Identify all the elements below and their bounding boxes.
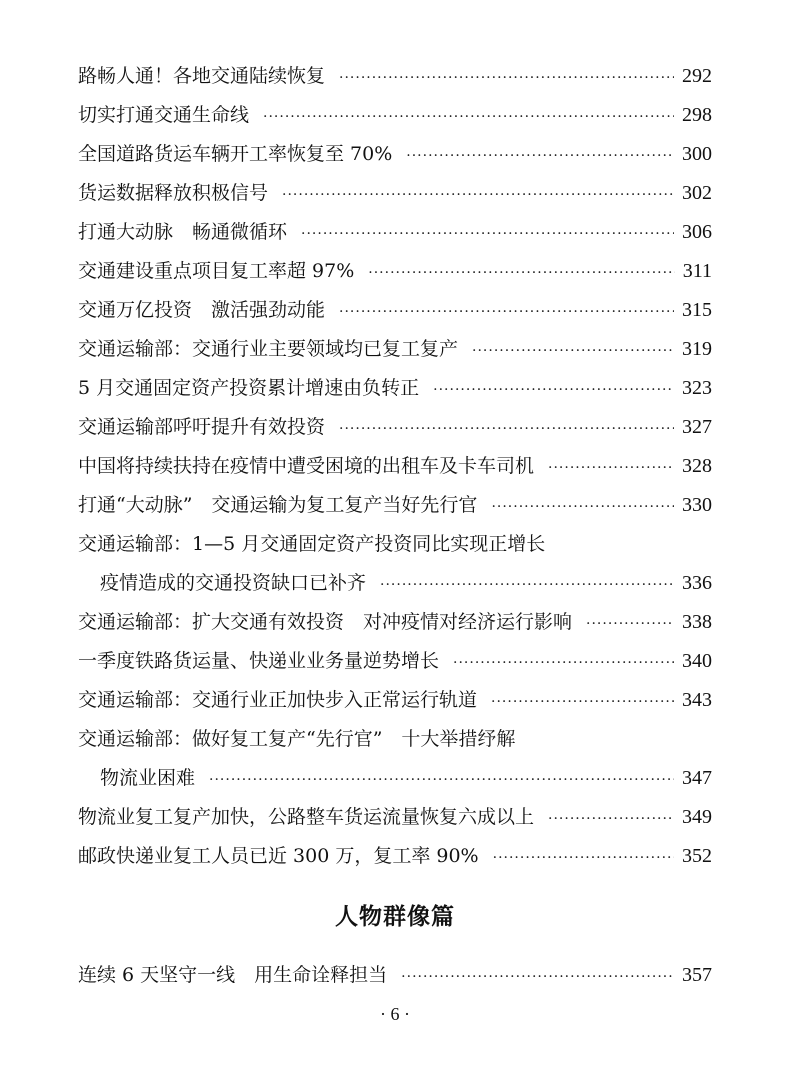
toc-entry-title: 中国将持续扶持在疫情中遭受困境的出租车及卡车司机 [78,455,535,477]
toc-entry-title: 交通运输部：交通行业主要领域均已复工复产 [78,338,459,360]
table-of-contents [78,57,712,995]
toc-entry-page: 349 [682,806,712,828]
toc-entry-title: 全国道路货运车辆开工率恢复至 70% [78,143,393,165]
toc-entry-page: 327 [682,416,712,438]
toc-entry-page: 323 [682,377,712,399]
toc-entry-title: 交通运输部：做好复工复产“先行官” 十大举措纾解 [78,728,516,750]
toc-entry-title: 邮政快递业复工人员已近 300 万，复工率 90% [78,845,479,867]
dot-leader [433,371,674,410]
toc-list [78,956,712,995]
toc-entry-title-continuation: 疫情造成的交通投资缺口已补齐 [100,572,367,594]
page-number: · 6 · [380,1004,410,1024]
toc-entry-continuation [78,759,712,798]
toc-entry [78,135,712,174]
dot-leader [401,958,674,997]
toc-entry-title: 打通大动脉 畅通微循环 [78,221,288,243]
toc-entry-page: 302 [682,182,712,204]
toc-entry-page: 319 [682,338,712,360]
toc-entry-title: 交通运输部：交通行业正加快步入正常运行轨道 [78,689,478,711]
dot-leader [548,800,674,839]
toc-entry-page: 347 [682,767,712,789]
dot-leader [453,644,674,683]
dot-leader [472,332,674,371]
toc-entry-title: 交通运输部呼吁提升有效投资 [78,416,326,438]
dot-leader [493,839,674,878]
dot-leader [339,293,674,332]
toc-list [78,57,712,876]
dot-leader [491,683,674,722]
toc-entry [78,681,712,720]
toc-entry-page: 300 [682,143,712,165]
toc-entry [78,720,712,759]
dot-leader [368,254,674,293]
dot-leader [282,176,674,215]
toc-entry [78,408,712,447]
toc-entry-page: 343 [682,689,712,711]
toc-entry-page: 352 [682,845,712,867]
dot-leader [263,98,674,137]
toc-entry-title: 交通万亿投资 激活强劲动能 [78,299,326,321]
toc-entry-title: 路畅人通！各地交通陆续恢复 [78,65,326,87]
toc-entry-page: 338 [682,611,712,633]
toc-entry-title-continuation: 物流业困难 [100,767,196,789]
dot-leader [586,605,674,644]
toc-entry-title: 物流业复工复产加快，公路整车货运流量恢复六成以上 [78,806,535,828]
toc-entry [78,837,712,876]
dot-leader [491,488,674,527]
toc-entry [78,174,712,213]
toc-entry-page: 292 [682,65,712,87]
dot-leader [209,761,674,800]
toc-entry-continuation [78,564,712,603]
toc-entry [78,525,712,564]
toc-entry-page: 311 [682,260,712,282]
toc-entry-page: 328 [682,455,712,477]
toc-entry-title: 5 月交通固定资产投资累计增速由负转正 [78,377,420,399]
toc-entry-page: 336 [682,572,712,594]
toc-entry [78,603,712,642]
toc-entry [78,57,712,96]
toc-entry-title: 交通运输部：1—5 月交通固定资产投资同比实现正增长 [78,533,546,555]
dot-leader [339,410,674,449]
toc-entry-title: 货运数据释放积极信号 [78,182,269,204]
dot-leader [301,215,674,254]
toc-entry-page: 298 [682,104,712,126]
toc-entry-page: 340 [682,650,712,672]
toc-entry-title: 连续 6 天坚守一线 用生命诠释担当 [78,964,388,986]
toc-entry-title: 交通建设重点项目复工率超 97% [78,260,355,282]
dot-leader [548,449,674,488]
toc-entry-page: 306 [682,221,712,243]
toc-entry [78,369,712,408]
dot-leader [380,566,674,605]
toc-entry [78,330,712,369]
dot-leader [339,59,674,98]
section-heading: 人物群像篇 [335,904,455,930]
toc-entry-title: 切实打通交通生命线 [78,104,250,126]
toc-entry [78,252,712,291]
toc-entry [78,956,712,995]
toc-entry-page: 357 [682,964,712,986]
dot-leader [406,137,674,176]
toc-entry [78,486,712,525]
toc-entry-title: 打通“大动脉” 交通运输为复工复产当好先行官 [78,494,478,516]
toc-entry [78,798,712,837]
toc-entry-title: 一季度铁路货运量、快递业业务量逆势增长 [78,650,440,672]
toc-entry [78,213,712,252]
toc-entry [78,447,712,486]
toc-entry [78,642,712,681]
toc-entry-page: 315 [682,299,712,321]
toc-entry-page: 330 [682,494,712,516]
toc-entry-title: 交通运输部：扩大交通有效投资 对冲疫情对经济运行影响 [78,611,573,633]
toc-entry [78,96,712,135]
toc-entry [78,291,712,330]
